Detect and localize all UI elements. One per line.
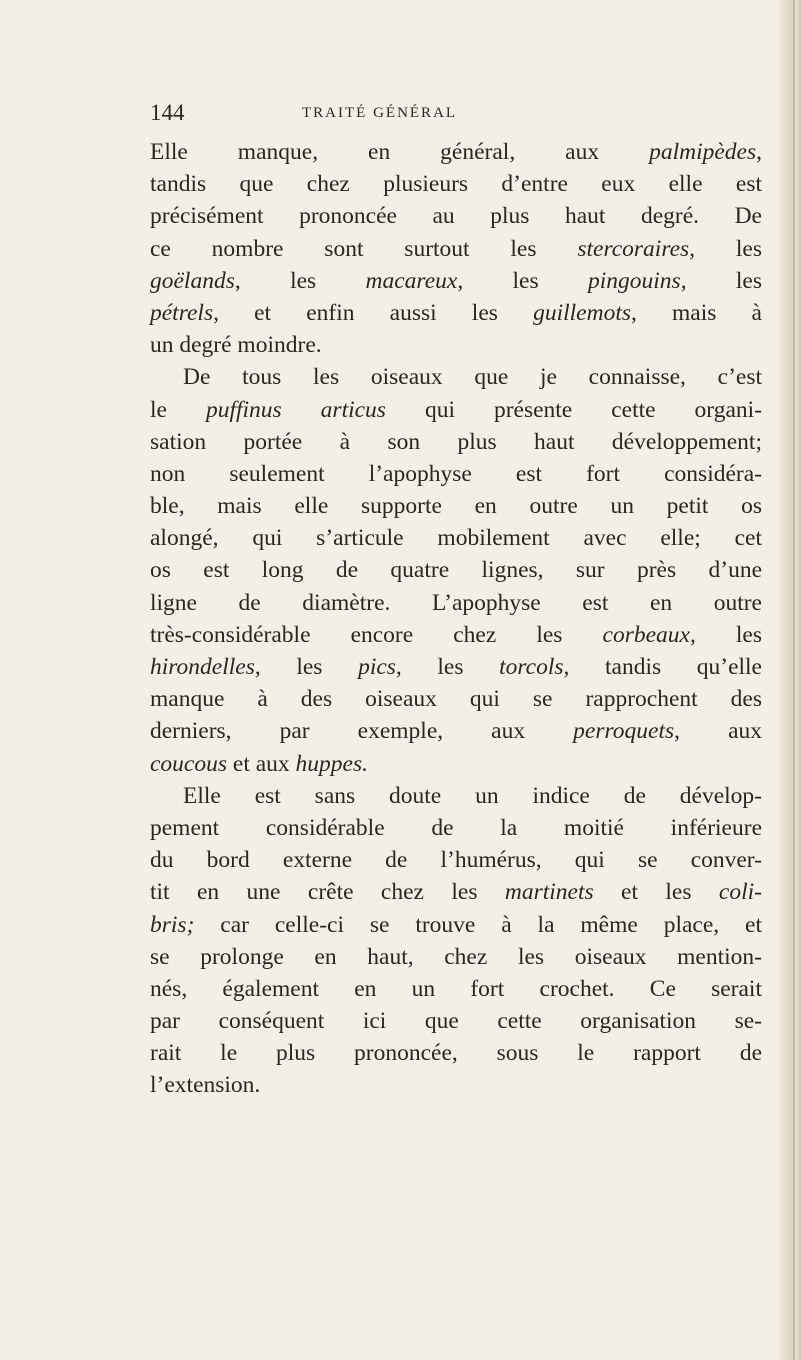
text-run: les: [695, 621, 762, 648]
italic-term: martinets: [504, 879, 594, 906]
text-run: Elle est sans doute un indice de dévelop-: [183, 782, 762, 809]
text-run: , les: [234, 267, 366, 294]
text-run: , tandis qu’elle: [563, 654, 762, 680]
italic-term: guillemots: [533, 299, 631, 326]
text-run: alongé, qui s’articule mobilement avec elle; cet: [150, 525, 762, 552]
text-run: sation portée à son plus haut développement;: [150, 428, 762, 455]
text-run: tit en une crête chez les: [150, 879, 505, 906]
text-line: [150, 329, 762, 361]
text-run: et aux: [227, 750, 296, 777]
text-line: [150, 1005, 762, 1037]
text-line: [150, 361, 762, 393]
text-run: non seulement l’apophyse est fort considéra-: [150, 460, 762, 487]
text-line: [150, 909, 762, 941]
text-run: précisément prononcée au plus haut degré. De: [150, 203, 762, 230]
text-run: l’extension.: [150, 1072, 261, 1099]
text-run: ,: [756, 139, 762, 165]
text-run: , les: [254, 654, 359, 680]
text-run: , aux: [674, 718, 762, 745]
italic-term: huppes.: [295, 750, 368, 777]
text-line: [150, 973, 762, 1005]
body-text: [150, 136, 762, 1102]
italic-term: coucous: [150, 750, 228, 777]
text-line: [150, 748, 762, 780]
italic-term: torcols: [499, 654, 564, 680]
text-line: [150, 136, 762, 168]
text-run: un degré moindre.: [150, 332, 322, 359]
text-line: [150, 426, 762, 458]
text-line: [150, 1069, 762, 1101]
text-run: De tous les oiseaux que je connaisse, c’est: [183, 364, 762, 391]
text-run: rait le plus prononcée, sous le rapport de: [150, 1040, 762, 1067]
page-number: 144: [150, 100, 185, 125]
text-line: [150, 780, 762, 812]
text-run: tandis que chez plusieurs d’entre eux elle est: [150, 171, 762, 198]
text-run: du bord externe de l’humérus, qui se conver-: [150, 847, 762, 874]
italic-term: coli-: [718, 879, 762, 906]
running-head: TRAITÉ GÉNÉRAL: [302, 105, 458, 121]
text-run: les: [695, 235, 762, 262]
italic-term: bris;: [150, 911, 195, 938]
text-run: , les: [680, 267, 763, 294]
italic-term: palmipèdes: [649, 139, 757, 165]
text-line: [150, 812, 762, 844]
text-line: [150, 844, 762, 876]
text-run: le: [150, 396, 206, 423]
page-edge-shadow: [779, 0, 801, 1360]
text-run: ble, mais elle supporte en outre un petit os: [150, 493, 762, 520]
italic-term: puffinus articus: [205, 396, 386, 423]
text-run: car celle-ci se trouve à la même place, et: [194, 911, 762, 938]
italic-term: pics: [358, 654, 396, 680]
text-run: , les: [457, 267, 588, 294]
text-run: se prolonge en haut, chez les oiseaux mention-: [150, 943, 762, 970]
text-line: [150, 941, 762, 973]
text-run: manque à des oiseaux qui se rapprochent des: [150, 686, 762, 713]
text-run: et les: [593, 879, 719, 906]
text-run: ce nombre sont surtout les: [150, 235, 578, 262]
italic-term: pétrels: [150, 299, 214, 326]
italic-term: macareux: [365, 267, 458, 294]
text-run: pement considérable de la moitié inférieure: [150, 814, 762, 841]
text-line: [150, 297, 762, 329]
text-run: , les: [395, 654, 500, 680]
text-line: [150, 651, 762, 683]
italic-term: pingouins: [587, 267, 681, 294]
text-line: [150, 619, 762, 651]
italic-term: perroquets: [573, 718, 675, 745]
text-run: os est long de quatre lignes, sur près d’une: [150, 557, 762, 584]
text-line: [150, 490, 762, 522]
text-line: [150, 394, 762, 426]
text-line: [150, 200, 762, 232]
text-line: [150, 265, 762, 297]
text-line: [150, 458, 762, 490]
text-line: [150, 876, 762, 908]
text-run: , mais à: [631, 299, 762, 326]
text-run: par conséquent ici que cette organisation se-: [150, 1008, 762, 1035]
page-header: [150, 100, 740, 130]
text-line: [150, 715, 762, 747]
text-line: [150, 683, 762, 715]
italic-term: stercoraires,: [577, 235, 696, 262]
text-line: [150, 233, 762, 265]
text-line: [150, 522, 762, 554]
text-line: [150, 168, 762, 200]
text-line: [150, 587, 762, 619]
text-run: ligne de diamètre. L’apophyse est en outre: [150, 589, 762, 616]
text-run: Elle manque, en général, aux: [150, 139, 650, 165]
text-line: [150, 554, 762, 586]
text-run: qui présente cette organi-: [385, 396, 762, 423]
text-run: derniers, par exemple, aux: [150, 718, 574, 745]
italic-term: goëlands: [150, 267, 235, 294]
italic-term: corbeaux,: [602, 621, 696, 648]
text-run: nés, également en un fort crochet. Ce serait: [150, 975, 762, 1002]
text-line: [150, 1037, 762, 1069]
text-run: très-considérable encore chez les: [150, 621, 603, 648]
text-run: , et enfin aussi les: [213, 299, 534, 326]
italic-term: hirondelles: [150, 654, 255, 680]
